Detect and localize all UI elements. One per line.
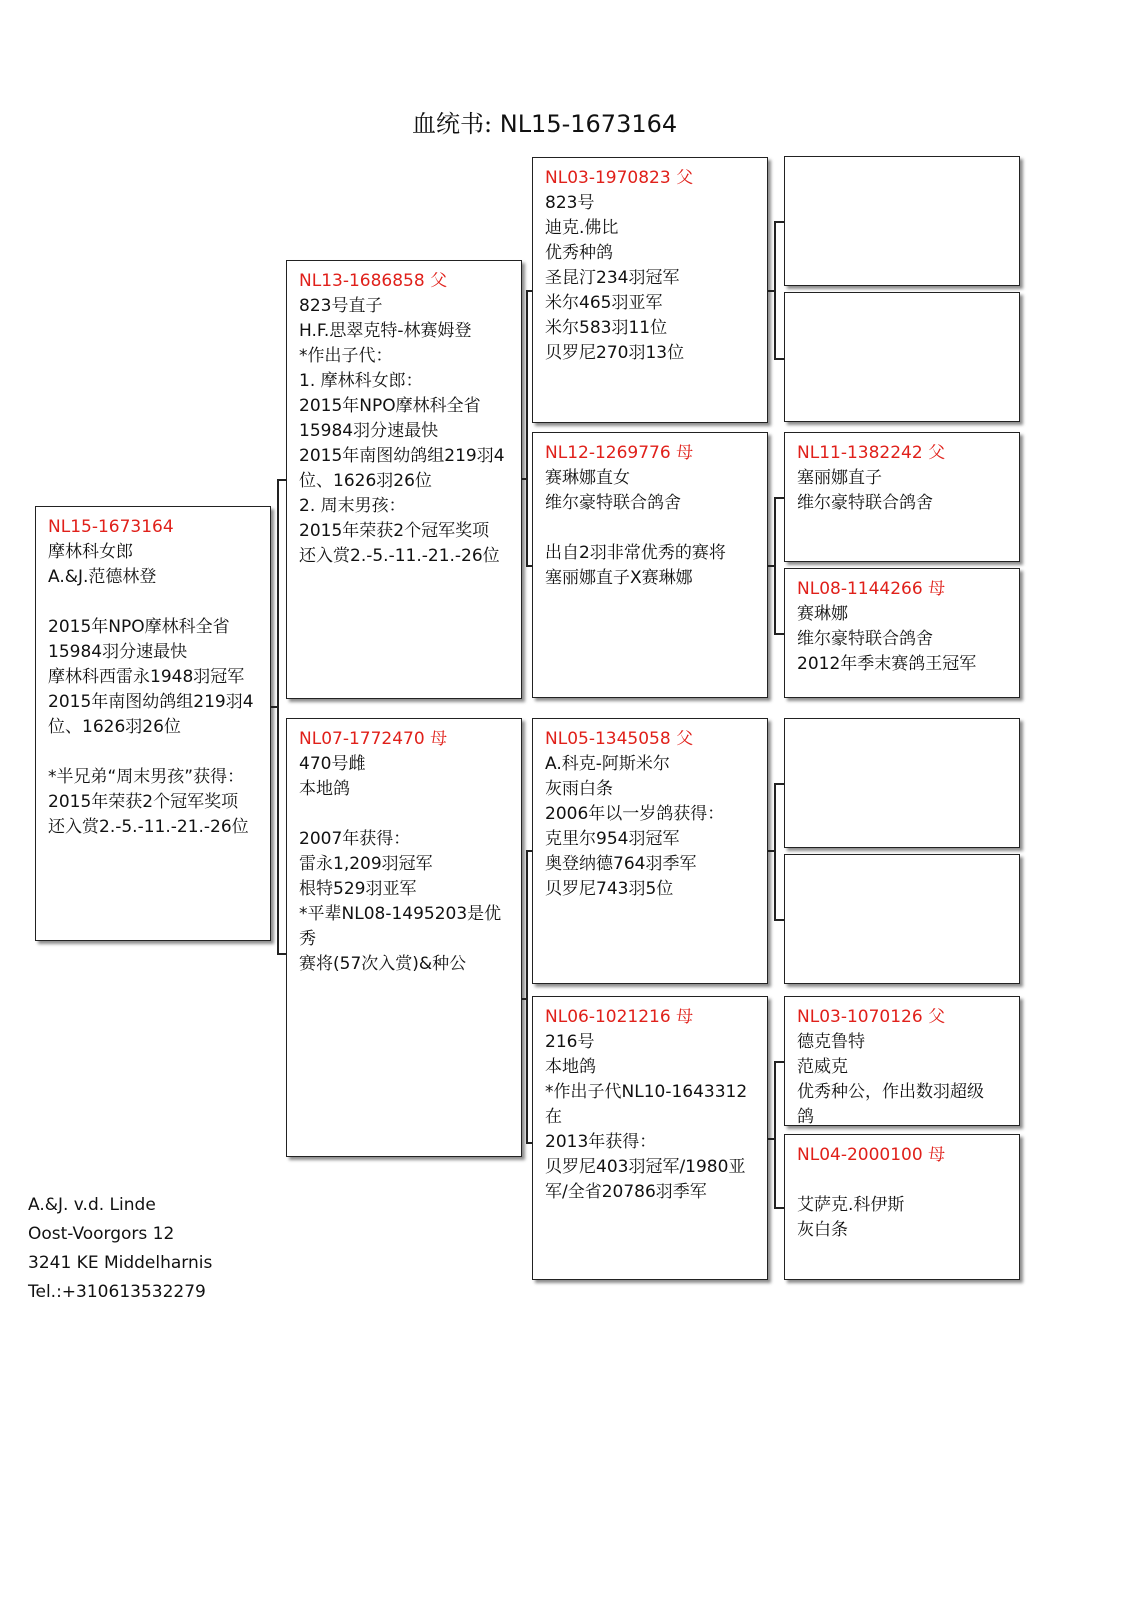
ring-number: NL05-1345058 父 (545, 729, 694, 749)
connector (774, 221, 784, 223)
pedigree-line (299, 802, 515, 827)
pedigree-line: 雷永1,209羽冠军 (299, 854, 433, 874)
pedigree-line: 灰雨白条 (545, 779, 613, 799)
pedigree-line: 2015年NPO摩林科全省 (48, 617, 230, 637)
pedigree-line: 还入赏2.-5.-11.-21.-26位 (48, 817, 249, 837)
pedigree-line: 维尔豪特联合鸽舍 (797, 629, 933, 649)
connector (768, 850, 775, 852)
pedigree-line: 2013年获得： (545, 1132, 657, 1152)
ss-dam-box (784, 292, 1020, 422)
pedigree-line: 2015年荣获2个冠军奖项 (299, 521, 490, 541)
ring-number: NL03-1070126 父 (797, 1007, 946, 1027)
connector (774, 633, 784, 635)
pedigree-line: A.&J.范德林登 (48, 567, 157, 587)
dd-sire-box (784, 996, 1020, 1126)
connector (526, 290, 528, 565)
connector (526, 850, 532, 852)
ring-number: NL12-1269776 母 (545, 443, 694, 463)
sire-dam-box (532, 432, 768, 698)
ring-number: NL04-2000100 母 (797, 1145, 946, 1165)
connector (768, 565, 775, 567)
pedigree-line: 本地鸽 (299, 779, 350, 799)
pedigree-line: 本地鸽 (545, 1057, 596, 1077)
pedigree-line: 2. 周末男孩： (299, 496, 406, 516)
pedigree-line: 根特529羽亚军 (299, 879, 417, 899)
pedigree-line: 优秀种公，作出数羽超级 (797, 1082, 984, 1102)
pedigree-line: 赛琳娜 (797, 604, 848, 624)
pedigree-line (545, 516, 761, 541)
pedigree-line: 还入赏2.-5.-11.-21.-26位 (299, 546, 500, 566)
pedigree-line: H.F.思翠克特-林赛姆登 (299, 321, 472, 341)
pedigree-line: 米尔583羽11位 (545, 318, 668, 338)
pedigree-line: 米尔465羽亚军 (545, 293, 663, 313)
connector (526, 1142, 532, 1144)
title-prefix: 血统书: (412, 110, 493, 138)
connector (768, 290, 775, 292)
ring-number: NL07-1772470 母 (299, 729, 448, 749)
breeder-address (28, 1191, 212, 1307)
pedigree-line: 贝罗尼270羽13位 (545, 343, 685, 363)
connector (526, 290, 532, 292)
dam-sire-box (532, 718, 768, 984)
address-name: A.&J. v.d. Linde (28, 1195, 156, 1215)
pedigree-line: 15984羽分速最快 (48, 642, 188, 662)
pedigree-line: 15984羽分速最快 (299, 421, 439, 441)
sd-sire-box (784, 432, 1020, 562)
pedigree-line: 迪克.佛比 (545, 218, 619, 238)
pedigree-line: A.科克-阿斯米尔 (545, 754, 670, 774)
connector (522, 998, 527, 1000)
pedigree-line: 奥登纳德764羽季军 (545, 854, 697, 874)
ss-sire-box (784, 156, 1020, 286)
sire-box (286, 260, 522, 699)
pedigree-line: *平辈NL08-1495203是优秀 (299, 904, 502, 949)
pedigree-line: 摩林科西雷永1948羽冠军 (48, 667, 245, 687)
pedigree-line: 823号 (545, 193, 595, 213)
pedigree-line: 2015年南图幼鸽组219羽4 (299, 446, 505, 466)
pedigree-line: 2015年NPO摩林科全省 (299, 396, 481, 416)
connector (277, 479, 279, 953)
pedigree-line (48, 740, 264, 765)
connector (271, 706, 278, 708)
pedigree-line: 位、1626羽26位 (48, 717, 181, 737)
pedigree-line: 2015年南图幼鸽组219羽4 (48, 692, 254, 712)
connector (526, 565, 532, 567)
sd-dam-box (784, 568, 1020, 698)
ring-number: NL11-1382242 父 (797, 443, 946, 463)
pedigree-line: 塞丽娜直子X赛琳娜 (545, 568, 693, 588)
pedigree-title (412, 104, 677, 139)
pedigree-line: 优秀种鸽 (545, 243, 613, 263)
connector (774, 497, 784, 499)
connector (774, 1061, 776, 1207)
pedigree-line: 范威克 (797, 1057, 848, 1077)
connector (277, 953, 286, 955)
pedigree-line: 德克鲁特 (797, 1032, 865, 1052)
ring-number: NL03-1970823 父 (545, 168, 694, 188)
pedigree-line: 鸽 (797, 1107, 814, 1126)
connector (774, 783, 784, 785)
dam-dam-box (532, 996, 768, 1280)
pedigree-line: 823号直子 (299, 296, 383, 316)
pedigree-line: 贝罗尼743羽5位 (545, 879, 674, 899)
ring-number: NL08-1144266 母 (797, 579, 946, 599)
pedigree-line: 2007年获得： (299, 829, 411, 849)
pedigree-line: 维尔豪特联合鸽舍 (545, 493, 681, 513)
connector (522, 478, 527, 480)
address-phone: Tel.:+310613532279 (28, 1282, 206, 1302)
address-street: Oost-Voorgors 12 (28, 1224, 175, 1244)
pedigree-line: 塞丽娜直子 (797, 468, 882, 488)
pedigree-line: 216号 (545, 1032, 595, 1052)
pedigree-line: 维尔豪特联合鸽舍 (797, 493, 933, 513)
pedigree-line: *半兄弟“周末男孩”获得： (48, 767, 245, 787)
ds-sire-box (784, 718, 1020, 848)
pedigree-line: *作出子代： (299, 346, 393, 366)
pedigree-line (797, 1168, 1013, 1193)
connector (774, 1207, 784, 1209)
pedigree-line: 克里尔954羽冠军 (545, 829, 680, 849)
pedigree-line: 2006年以一岁鸽获得： (545, 804, 725, 824)
pedigree-line: *作出子代NL10-1643312在 (545, 1082, 748, 1127)
pedigree-line: 摩林科女郎 (48, 542, 133, 562)
pedigree-line: 1. 摩林科女郎： (299, 371, 423, 391)
connector (768, 1138, 775, 1140)
pedigree-line: 圣昆汀234羽冠军 (545, 268, 680, 288)
address-city: 3241 KE Middelharnis (28, 1253, 213, 1273)
pedigree-line: 2012年季末赛鸽王冠军 (797, 654, 977, 674)
pedigree-line (48, 590, 264, 615)
ring-number: NL13-1686858 父 (299, 271, 448, 291)
dam-box (286, 718, 522, 1157)
pedigree-line: 赛琳娜直女 (545, 468, 630, 488)
pigeon-box (35, 506, 271, 941)
ring-number: NL06-1021216 母 (545, 1007, 694, 1027)
pedigree-line: 赛将(57次入赏)&种公 (299, 954, 467, 974)
connector (774, 358, 784, 360)
dd-dam-box (784, 1134, 1020, 1280)
ds-dam-box (784, 854, 1020, 984)
connector (526, 850, 528, 1142)
connector (774, 1061, 784, 1063)
pedigree-line: 位、1626羽26位 (299, 471, 432, 491)
pedigree-line: 2015年荣获2个冠军奖项 (48, 792, 239, 812)
pedigree-line: 艾萨克.科伊斯 (797, 1195, 905, 1215)
pedigree-line: 470号雌 (299, 754, 366, 774)
connector (774, 919, 784, 921)
pedigree-line: 灰白条 (797, 1220, 848, 1240)
ring-number: NL15-1673164 (48, 517, 174, 537)
sire-sire-box (532, 157, 768, 423)
pedigree-line: 出自2羽非常优秀的赛将 (545, 543, 726, 563)
pedigree-line: 贝罗尼403羽冠军/1980亚 (545, 1157, 746, 1177)
pedigree-line: 军/全省20786羽季军 (545, 1182, 707, 1202)
title-ring-number: NL15-1673164 (499, 110, 678, 138)
connector (277, 479, 286, 481)
